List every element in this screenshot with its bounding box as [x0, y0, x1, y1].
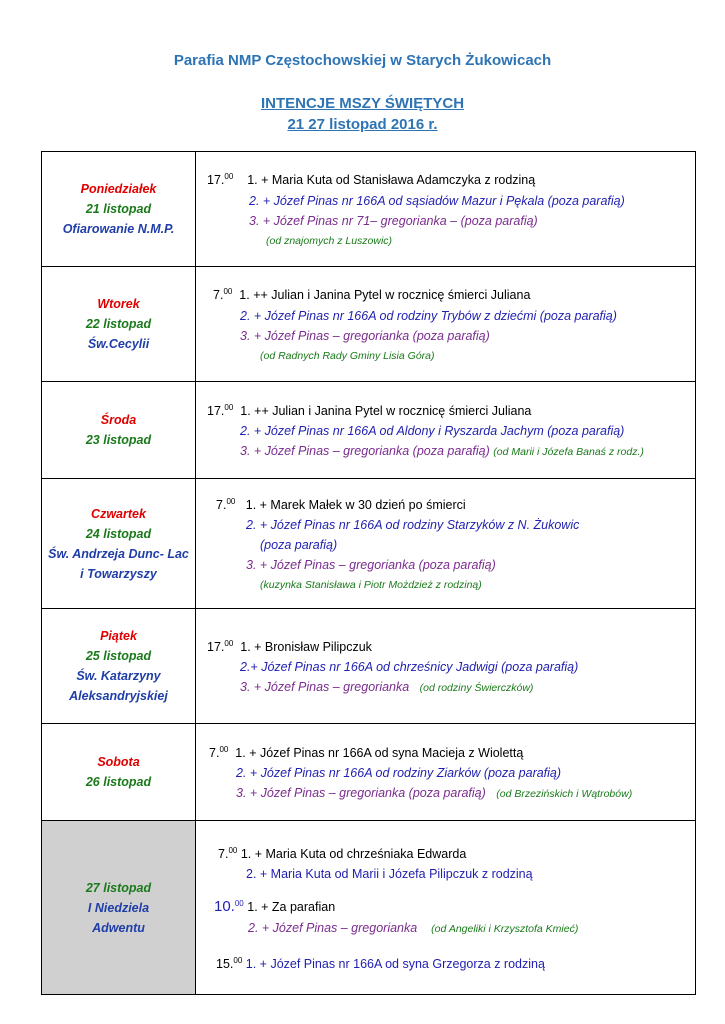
intention-3: 3. + Józef Pinas – gregorianka (poza parafią) (od Marii i Józefa Banaś z rodz.)	[240, 444, 644, 459]
table-row	[42, 479, 696, 609]
intention-note: (od Radnych Rady Gminy Lisia Góra)	[260, 349, 435, 362]
page-title: INTENCJE MSZY ŚWIĘTYCH	[260, 95, 465, 112]
intentions-cell	[196, 152, 696, 267]
mass-2-intention-1: 10.00 1. + Za parafian	[214, 898, 336, 916]
table-row	[42, 267, 696, 382]
mass-3-intention-1: 15.00 1. + Józef Pinas nr 166A od syna Grzegorza z rodziną	[216, 955, 545, 971]
table-row	[42, 724, 696, 821]
intention-3: 3. + Józef Pinas – gregorianka (poza parafią) (od Brzezińskich i Wątrobów)	[236, 786, 633, 801]
mass-2-intention-2: 2. + Józef Pinas – gregorianka (od Angeliki i Krzysztofa Kmieć)	[248, 920, 579, 935]
day-feast: Aleksandryjskiej	[69, 689, 168, 703]
mass-1-intention-2: 2. + Maria Kuta od Marii i Józefa Pilipczuk z rodziną	[246, 867, 533, 882]
day-feast: Św. Andrzeja Dunc- Lac	[48, 546, 189, 561]
intention-3: 3. + Józef Pinas – gregorianka (poza parafią)	[240, 328, 490, 343]
intention-2: 2. + Józef Pinas nr 166A od rodziny Trybów z dziećmi (poza parafią)	[240, 308, 617, 323]
day-name: Czwartek	[91, 506, 146, 521]
intention-2: 2. + Józef Pinas nr 166A od rodziny Starzyków z N. Żukowic	[246, 518, 580, 533]
day-cell	[42, 479, 196, 609]
day-date: 21 listopad	[85, 202, 152, 216]
intention-1: 7.00 1. + Józef Pinas nr 166A od syna Macieja z Wiolettą	[209, 744, 524, 761]
table-row	[42, 821, 696, 995]
intention-1: 7.00 1. ++ Julian i Janina Pytel w rocznicę śmierci Juliana	[213, 287, 531, 303]
day-name: Sobota	[97, 755, 140, 769]
table-row	[42, 609, 696, 724]
day-cell	[42, 821, 196, 995]
intentions-cell	[196, 609, 696, 724]
intentions-cell	[196, 821, 696, 995]
parish-name: Parafia NMP Częstochowskiej w Starych Żukowicach	[173, 52, 552, 69]
intentions-table	[41, 151, 696, 995]
intentions-cell	[196, 479, 696, 609]
intention-1: 7.00 1. + Marek Małek w 30 dzień po śmierci	[216, 496, 466, 513]
day-date: 25 listopad	[85, 649, 152, 663]
intention-note: (od znajomych z Luszowic)	[266, 234, 393, 247]
day-feast: Św. Katarzyny	[76, 669, 161, 683]
intentions-cell	[196, 382, 696, 479]
day-date: 24 listopad	[85, 526, 152, 541]
date-range: 21 27 listopad 2016 r.	[287, 116, 438, 133]
day-name: Poniedziałek	[80, 182, 157, 196]
day-feast: Św.Cecylii	[87, 337, 150, 351]
day-date: 22 listopad	[85, 317, 152, 331]
intentions-cell	[196, 267, 696, 382]
intention-1: 17.00 1. + Bronisław Pilipczuk	[207, 638, 372, 655]
day-cell	[42, 382, 196, 479]
table-row	[42, 152, 696, 267]
day-feast: i Towarzyszy	[80, 566, 157, 581]
day-cell	[42, 152, 196, 267]
day-feast: Ofiarowanie N.M.P.	[62, 222, 175, 236]
intentions-cell	[196, 724, 696, 821]
intention-2: 2. + Józef Pinas nr 166A od rodziny Ziarków (poza parafią)	[236, 766, 562, 781]
day-name: Piątek	[100, 629, 137, 643]
day-date: 26 listopad	[85, 775, 152, 789]
day-name: I Niedziela	[87, 900, 150, 915]
day-cell	[42, 267, 196, 382]
intention-3: 3. + Józef Pinas nr 71– gregorianka – (poza parafią)	[249, 213, 538, 228]
day-name-cont: Adwentu	[92, 920, 145, 935]
mass-1-intention-1: 7.00 1. + Maria Kuta od chrześniaka Edwarda	[218, 846, 467, 862]
intention-2: 2.+ Józef Pinas nr 166A od chrześnicy Jadwigi (poza parafią)	[240, 660, 579, 675]
intention-3: 3. + Józef Pinas – gregorianka (poza parafią)	[246, 558, 496, 573]
intention-2: 2. + Józef Pinas nr 166A od sąsiadów Mazur i Pękala (poza parafią)	[249, 193, 625, 208]
day-date: 27 listopad	[85, 880, 152, 895]
intention-3: 3. + Józef Pinas – gregorianka (od rodziny Świerczków)	[240, 680, 534, 695]
intention-2: 2. + Józef Pinas nr 166A od Aldony i Ryszarda Jachym (poza parafią)	[240, 424, 625, 439]
day-name: Środa	[100, 413, 137, 427]
intention-1: 17.00 1. ++ Julian i Janina Pytel w rocznicę śmierci Juliana	[207, 402, 532, 419]
table-row	[42, 382, 696, 479]
day-name: Wtorek	[97, 297, 140, 311]
intention-note: (kuzynka Stanisława i Piotr Możdzież z rodziną)	[260, 579, 482, 592]
day-cell	[42, 609, 196, 724]
day-cell	[42, 724, 196, 821]
intention-1: 17.00 1. + Maria Kuta od Stanisława Adamczyka z rodziną	[207, 172, 536, 188]
day-date: 23 listopad	[85, 433, 152, 447]
intention-2-cont: (poza parafią)	[260, 538, 338, 553]
